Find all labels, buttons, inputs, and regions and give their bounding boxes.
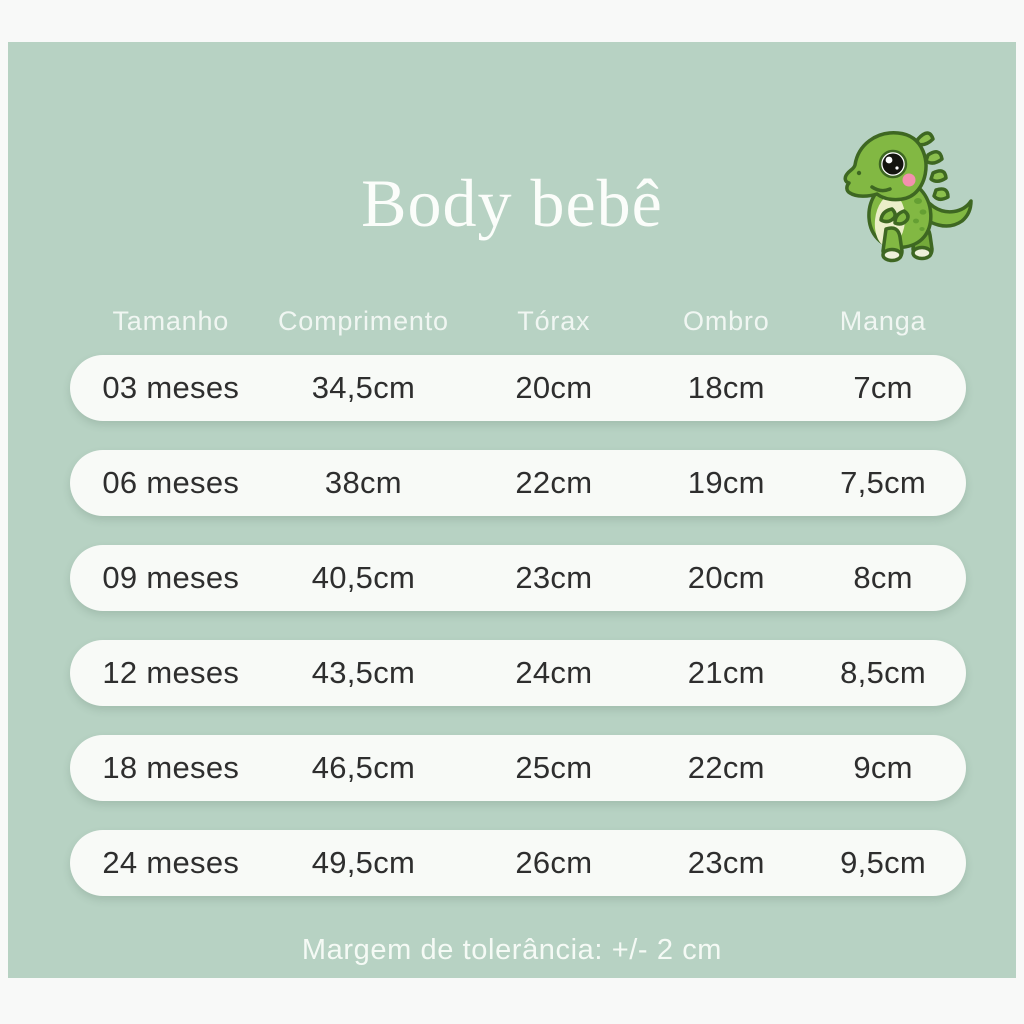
table-row bbox=[70, 830, 966, 896]
table-cell: 18 meses bbox=[102, 750, 240, 785]
table-cell: 25cm bbox=[515, 750, 593, 785]
table-cell: 18cm bbox=[687, 370, 765, 405]
table-cell: 34,5cm bbox=[311, 370, 416, 405]
table-cell: 23cm bbox=[687, 845, 765, 880]
header-cell: Ombro bbox=[683, 305, 770, 336]
table-cell: 06 meses bbox=[102, 465, 240, 500]
table-cell: 03 meses bbox=[102, 370, 240, 405]
table-cell: 19cm bbox=[687, 465, 765, 500]
page-title: Body bebê bbox=[361, 165, 663, 241]
table-cell: 7,5cm bbox=[840, 465, 927, 500]
table-cell: 12 meses bbox=[102, 655, 240, 690]
table-cell: 38cm bbox=[324, 465, 402, 500]
header-cell: Tórax bbox=[517, 305, 591, 336]
header-cell: Tamanho bbox=[112, 305, 230, 336]
table-cell: 43,5cm bbox=[311, 655, 416, 690]
table-header-row bbox=[70, 298, 966, 344]
size-table-rows bbox=[70, 355, 966, 896]
table-cell: 20cm bbox=[515, 370, 593, 405]
table-cell: 8cm bbox=[853, 560, 913, 595]
table-row bbox=[70, 355, 966, 421]
table-row bbox=[70, 545, 966, 611]
table-cell: 26cm bbox=[515, 845, 593, 880]
table-cell: 46,5cm bbox=[311, 750, 416, 785]
header-cell: Manga bbox=[839, 305, 927, 336]
table-row bbox=[70, 640, 966, 706]
table-cell: 23cm bbox=[515, 560, 593, 595]
table-cell: 9cm bbox=[853, 750, 913, 785]
table-cell: 24 meses bbox=[102, 845, 240, 880]
table-cell: 7cm bbox=[853, 370, 913, 405]
table-cell: 20cm bbox=[687, 560, 765, 595]
table-row bbox=[70, 450, 966, 516]
table-cell: 9,5cm bbox=[840, 845, 927, 880]
header-cell: Comprimento bbox=[278, 305, 449, 336]
dinosaur-illustration bbox=[830, 116, 980, 268]
table-cell: 09 meses bbox=[102, 560, 240, 595]
table-cell: 40,5cm bbox=[311, 560, 416, 595]
table-cell: 22cm bbox=[515, 465, 593, 500]
dinosaur-icon bbox=[830, 116, 980, 268]
table-cell: 49,5cm bbox=[311, 845, 416, 880]
table-cell: 24cm bbox=[515, 655, 593, 690]
tolerance-note: Margem de tolerância: +/- 2 cm bbox=[301, 934, 723, 966]
table-cell: 22cm bbox=[687, 750, 765, 785]
panel-background bbox=[8, 42, 1016, 978]
table-cell: 21cm bbox=[687, 655, 765, 690]
table-cell: 8,5cm bbox=[840, 655, 927, 690]
table-row bbox=[70, 735, 966, 801]
